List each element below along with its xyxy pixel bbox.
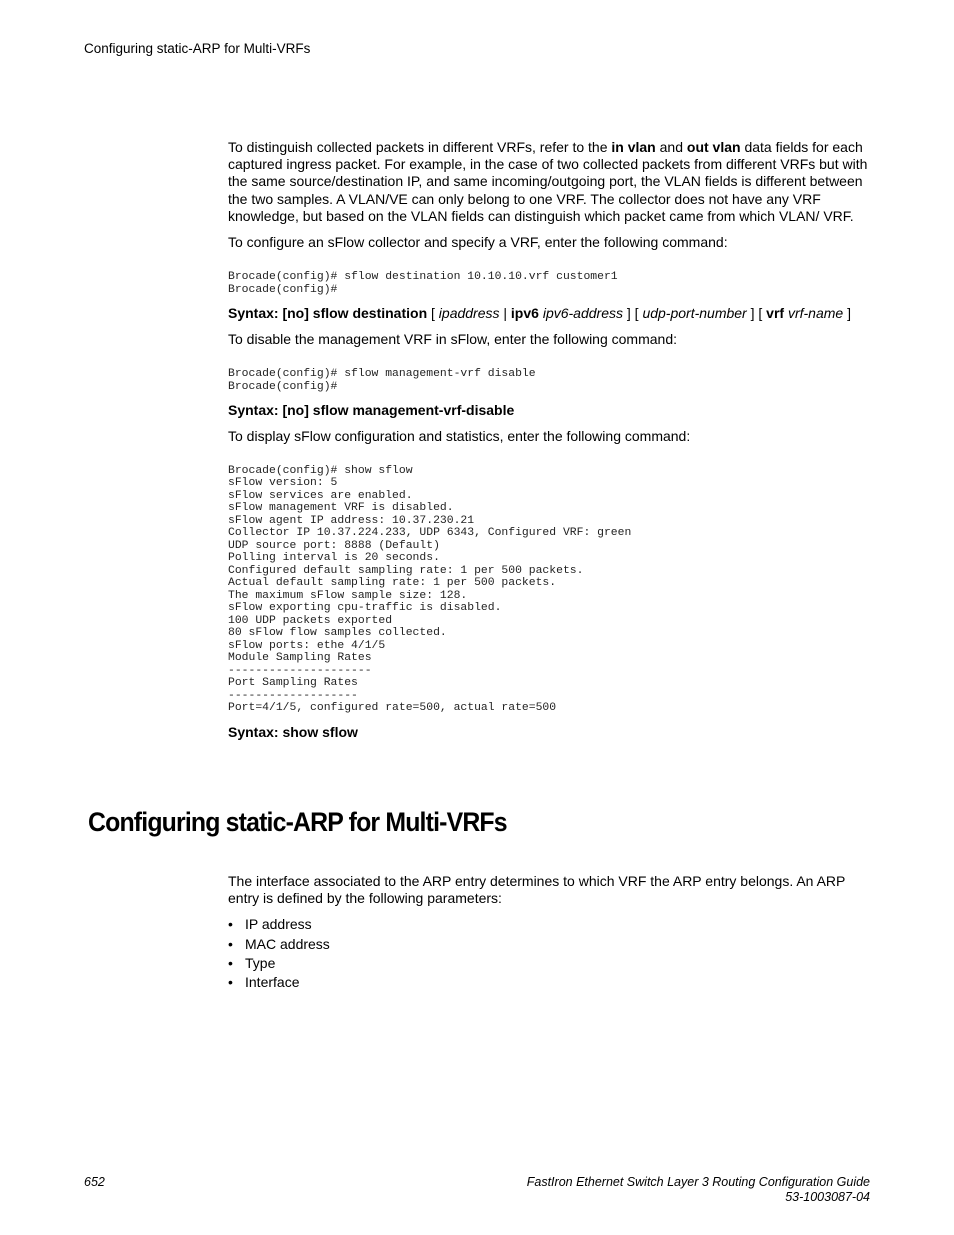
syntax-sflow-destination: Syntax: [no] sflow destination [ ipaddress | ipv6 ipv6-address ] [ udp-port-number ] [ vrf vrf-name ] xyxy=(228,305,851,322)
list-item: • Interface xyxy=(228,973,868,992)
list-item: • IP address xyxy=(228,915,868,934)
list-item: • MAC address xyxy=(228,935,868,954)
doc-number: 53-1003087-04 xyxy=(785,1190,870,1204)
section-heading: Configuring static-ARP for Multi-VRFs xyxy=(88,807,507,837)
list-item: • Type xyxy=(228,954,868,973)
in-vlan-term: in vlan xyxy=(611,139,656,155)
footer-doc-info xyxy=(527,1175,870,1205)
parameter-list xyxy=(228,915,868,992)
code-block-show-sflow: Brocade(config)# show sflow sFlow version: 5 sFlow services are enabled. sFlow management VRF is disabled. sFlow agent IP address: 10.37.230.21 Collector IP 10.37.224.233, UDP 6343, Configured VRF: green UDP source port: 8888 (Default) Polling interval is 20 seconds. Configured default sampling rate: 1 per 500 packets. Actual default sampling rate: 1 per 500 packets. The maximum sFlow sample size: 128. sFlow exporting cpu-traffic is disabled. 100 UDP packets exported 80 sFlow flow samples collected. sFlow ports: ethe 4/1/5 Module Sampling Rates --------------------- Port Sampling Rates ------------------- Port=4/1/5, configured rate=500, actual rate=500 xyxy=(228,464,632,715)
out-vlan-term: out vlan xyxy=(686,139,741,155)
configure-collector-paragraph: To configure an sFlow collector and specify a VRF, enter the following command: xyxy=(228,234,728,251)
code-block-sflow-destination: Brocade(config)# sflow destination 10.10.10.vrf customer1 Brocade(config)# xyxy=(228,271,618,296)
section-content xyxy=(228,873,868,993)
syntax-management-vrf: Syntax: [no] sflow management-vrf-disable xyxy=(228,402,515,419)
running-header: Configuring static-ARP for Multi-VRFs xyxy=(84,41,311,56)
main-content xyxy=(228,139,868,741)
guide-title: FastIron Ethernet Switch Layer 3 Routing Configuration Guide xyxy=(526,1175,870,1189)
intro-paragraph: To distinguish collected packets in different VRFs, refer to the in vlan and out vlan data fields for each captured ingress packet. For example, in the case of two collected packets from different VRFs but with the same source/destination IP, and same incoming/outgoing port, the VLAN fields is different between the two samples. A VLAN/VE can only belong to one VRF. The collector does not have any VRF knowledge, but based on the VLAN fields can distinguish which packet came from which VLAN/ VRF. xyxy=(228,139,868,224)
page-number: 652 xyxy=(84,1175,105,1189)
display-sflow-paragraph: To display sFlow configuration and statistics, enter the following command: xyxy=(228,428,691,445)
syntax-show-sflow: Syntax: show sflow xyxy=(228,723,358,740)
code-block-management-vrf: Brocade(config)# sflow management-vrf disable Brocade(config)# xyxy=(228,368,536,393)
section-paragraph: The interface associated to the ARP entry determines to which VRF the ARP entry belongs. An ARP entry is defined by the following parameters: xyxy=(228,873,846,907)
disable-mgmt-vrf-paragraph: To disable the management VRF in sFlow, enter the following command: xyxy=(228,331,678,348)
